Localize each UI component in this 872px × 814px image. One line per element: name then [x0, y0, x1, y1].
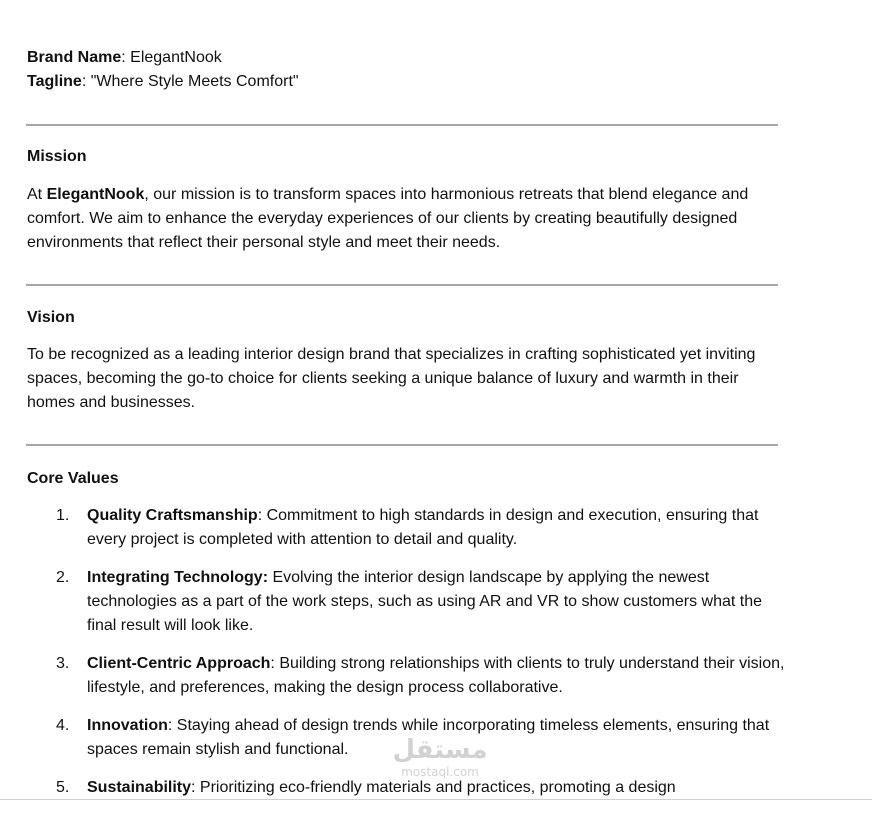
mission-heading: Mission [27, 148, 87, 165]
vision-paragraph: To be recognized as a leading interior design brand that specializes in crafting sophisticated yet inviting spaces, becoming the go-to choice for clients seeking a unique balance of luxury and warmth in their homes and businesses. [27, 346, 756, 411]
tagline-label: Tagline [27, 73, 82, 90]
list-number: 1. [56, 507, 70, 524]
watermark-latin: mostaql.com [401, 765, 479, 779]
core-value-sep: : [167, 717, 173, 734]
core-value-item [27, 652, 787, 700]
brand-name-value: : ElegantNook [121, 49, 222, 66]
list-number: 2. [56, 569, 70, 586]
core-value-text: Staying ahead of design trends while incorporating timeless elements, ensuring that spaces remain stylish and functional. [87, 717, 770, 758]
brand-name-line [27, 46, 787, 70]
mission-body: , our mission is to transform spaces into harmonious retreats that blend elegance and comfort. We aim to enhance the everyday experiences of our clients by creating beautifully designed environments that reflect their personal style and meet their needs. [27, 186, 749, 251]
mission-paragraph [27, 183, 787, 255]
core-value-text: Evolving the interior design landscape by applying the newest technologies as a part of the work steps, such as using AR and VR to show customers what the final result will look like. [87, 569, 763, 634]
core-value-text: Prioritizing eco-friendly materials and practices, promoting a design [195, 779, 676, 796]
list-number: 4. [56, 717, 70, 734]
section-divider [26, 444, 778, 446]
core-value-sep: : [191, 779, 196, 796]
core-value-title: Sustainability [87, 779, 192, 796]
core-value-title: Quality Craftsmanship [87, 507, 258, 524]
core-value-text: Commitment to high standards in design and execution, ensuring that every project is completed with attention to detail and quality. [87, 507, 759, 548]
core-value-title: Innovation [87, 717, 168, 734]
core-value-sep: : [270, 655, 275, 672]
core-values-list [27, 504, 787, 814]
core-value-sep: : [257, 507, 263, 524]
section-divider [26, 284, 778, 286]
core-value-item [27, 504, 787, 552]
core-value-item [27, 714, 787, 762]
list-number: 3. [56, 655, 70, 672]
core-value-title: Client-Centric Approach [87, 655, 271, 672]
core-value-item [27, 566, 787, 638]
core-value-item [27, 776, 787, 800]
mission-lead: At [27, 186, 47, 203]
core-value-title: Integrating Technology: [87, 569, 269, 586]
mission-brand: ElegantNook [46, 186, 145, 203]
core-values-heading: Core Values [27, 470, 119, 487]
tagline-line [27, 70, 787, 94]
watermark-arabic: مستقل [392, 735, 488, 765]
list-number: 5. [56, 779, 70, 796]
section-divider [26, 124, 778, 126]
page-bottom-edge [0, 799, 872, 800]
tagline-value: : "Where Style Meets Comfort" [81, 73, 299, 90]
vision-heading: Vision [27, 309, 75, 326]
core-value-text: Building strong relationships with clients to truly understand their vision, lifestyle, and preferences, making the design process collaborative. [87, 655, 785, 696]
brand-name-label: Brand Name [27, 49, 122, 66]
